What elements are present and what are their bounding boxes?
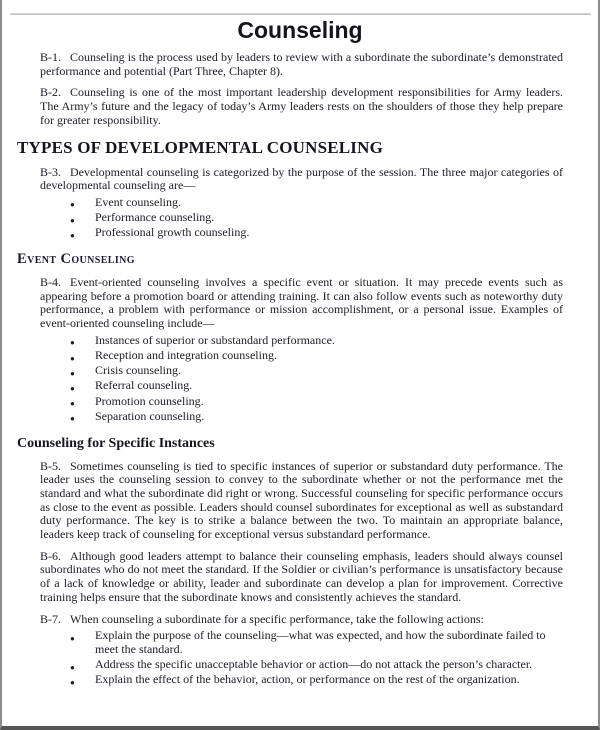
bullet-item: ● Promotion counseling. <box>17 395 563 409</box>
bullet-item: ● Explain the effect of the behavior, action, or performance on the rest of the organization. <box>17 673 563 687</box>
paragraph-b5 <box>40 460 563 542</box>
bullet-item: ● Instances of superior or substandard performance. <box>17 334 563 348</box>
bullet-list-counseling-categories <box>17 196 563 240</box>
paragraph-text: Counseling is the process used by leaders to review with a subordinate the subordinate’s demonstrated performance and potential (Part Three, Chapter 8). <box>40 50 563 78</box>
paragraph-label: B-2. <box>40 85 61 100</box>
paragraph-label: B-4. <box>40 275 61 290</box>
paragraph-label: B-1. <box>40 50 61 64</box>
paragraph-b6 <box>40 550 563 605</box>
paragraph-text: Counseling is one of the most important leadership development responsibilities for Army leaders. The Army’s future and the legacy of today’s Army leaders rests on the shoulders of those they help prepare for greater responsibility. <box>40 85 563 127</box>
bullet-item: ● Crisis counseling. <box>17 364 563 378</box>
bullet-list-event-counseling-examples <box>17 334 563 424</box>
paragraph-b2 <box>40 86 563 127</box>
paragraph-b7 <box>40 613 563 627</box>
paragraph-text: Although good leaders attempt to balance their counseling emphasis, leaders should always counsel subordinates who do not meet the standard. If the Soldier or civilian’s performance is unsatisfactory because of a lack of knowledge or ability, leader and subordinate can develop a plan for improvement. Corrective training helps ensure that the subordinate knows and consistently achieves the standard. <box>40 548 563 604</box>
document-content <box>2 51 598 687</box>
paragraph-label: B-5. <box>40 458 61 473</box>
bullet-item: ● Address the specific unacceptable behavior or action—do not attack the person’s character. <box>17 658 563 672</box>
bullet-item: ● Performance counseling. <box>17 211 563 225</box>
section-heading-counseling-for-specific-instances: Counseling for Specific Instances <box>17 435 215 451</box>
page-title: Counseling <box>237 17 363 43</box>
page-top-edge <box>10 13 591 15</box>
section-heading-types-of-developmental-counseling: TYPES OF DEVELOPMENTAL COUNSELING <box>17 137 384 157</box>
paragraph-label: B-7. <box>40 611 61 626</box>
paragraph-text: Sometimes counseling is tied to specific instances of superior or substandard duty performance. The leader uses the counseling session to convey to the subordinate whether or not the performance met the standard and what the subordinate did right or wrong. Successful counseling for specific performance occurs as close to the event as possible. Leaders should counsel subordinates for exceptional as well as substandard duty performance. The key is to strike a balance between the two. To maintain an appropriate balance, leaders keep track of counseling for exceptional versus substandard performance. <box>40 458 563 542</box>
section-heading-event-counseling: Event Counseling <box>17 251 135 268</box>
paragraph-label: B-6. <box>40 548 61 563</box>
paragraph-text: When counseling a subordinate for a specific performance, take the following actions: <box>70 611 484 626</box>
paragraph-b1 <box>40 51 563 78</box>
paragraph-b3 <box>40 166 563 193</box>
bullet-item: ● Event counseling. <box>17 196 563 210</box>
bullet-item: ● Referral counseling. <box>17 379 563 393</box>
bullet-item: ● Explain the purpose of the counseling—what was expected, and how the subordinate failed to meet the standard. <box>17 629 563 656</box>
bullet-item: ● Separation counseling. <box>17 410 563 424</box>
bullet-item: ● Professional growth counseling. <box>17 226 563 240</box>
paragraph-text: Developmental counseling is categorized by the purpose of the session. The three major categories of developmental counseling are— <box>40 164 563 193</box>
paragraph-b4 <box>40 276 563 331</box>
bullet-item: ● Reception and integration counseling. <box>17 349 563 363</box>
paragraph-label: B-3. <box>40 164 61 179</box>
paragraph-text: Event-oriented counseling involves a specific event or situation. It may precede events such as appearing before a promotion board or attending training. It can also follow events such as noteworthy duty performance, a problem with performance or mission accomplishment, or a personal issue. Examples of event-oriented counseling include— <box>40 275 563 331</box>
bullet-list-specific-performance-actions <box>17 629 563 687</box>
